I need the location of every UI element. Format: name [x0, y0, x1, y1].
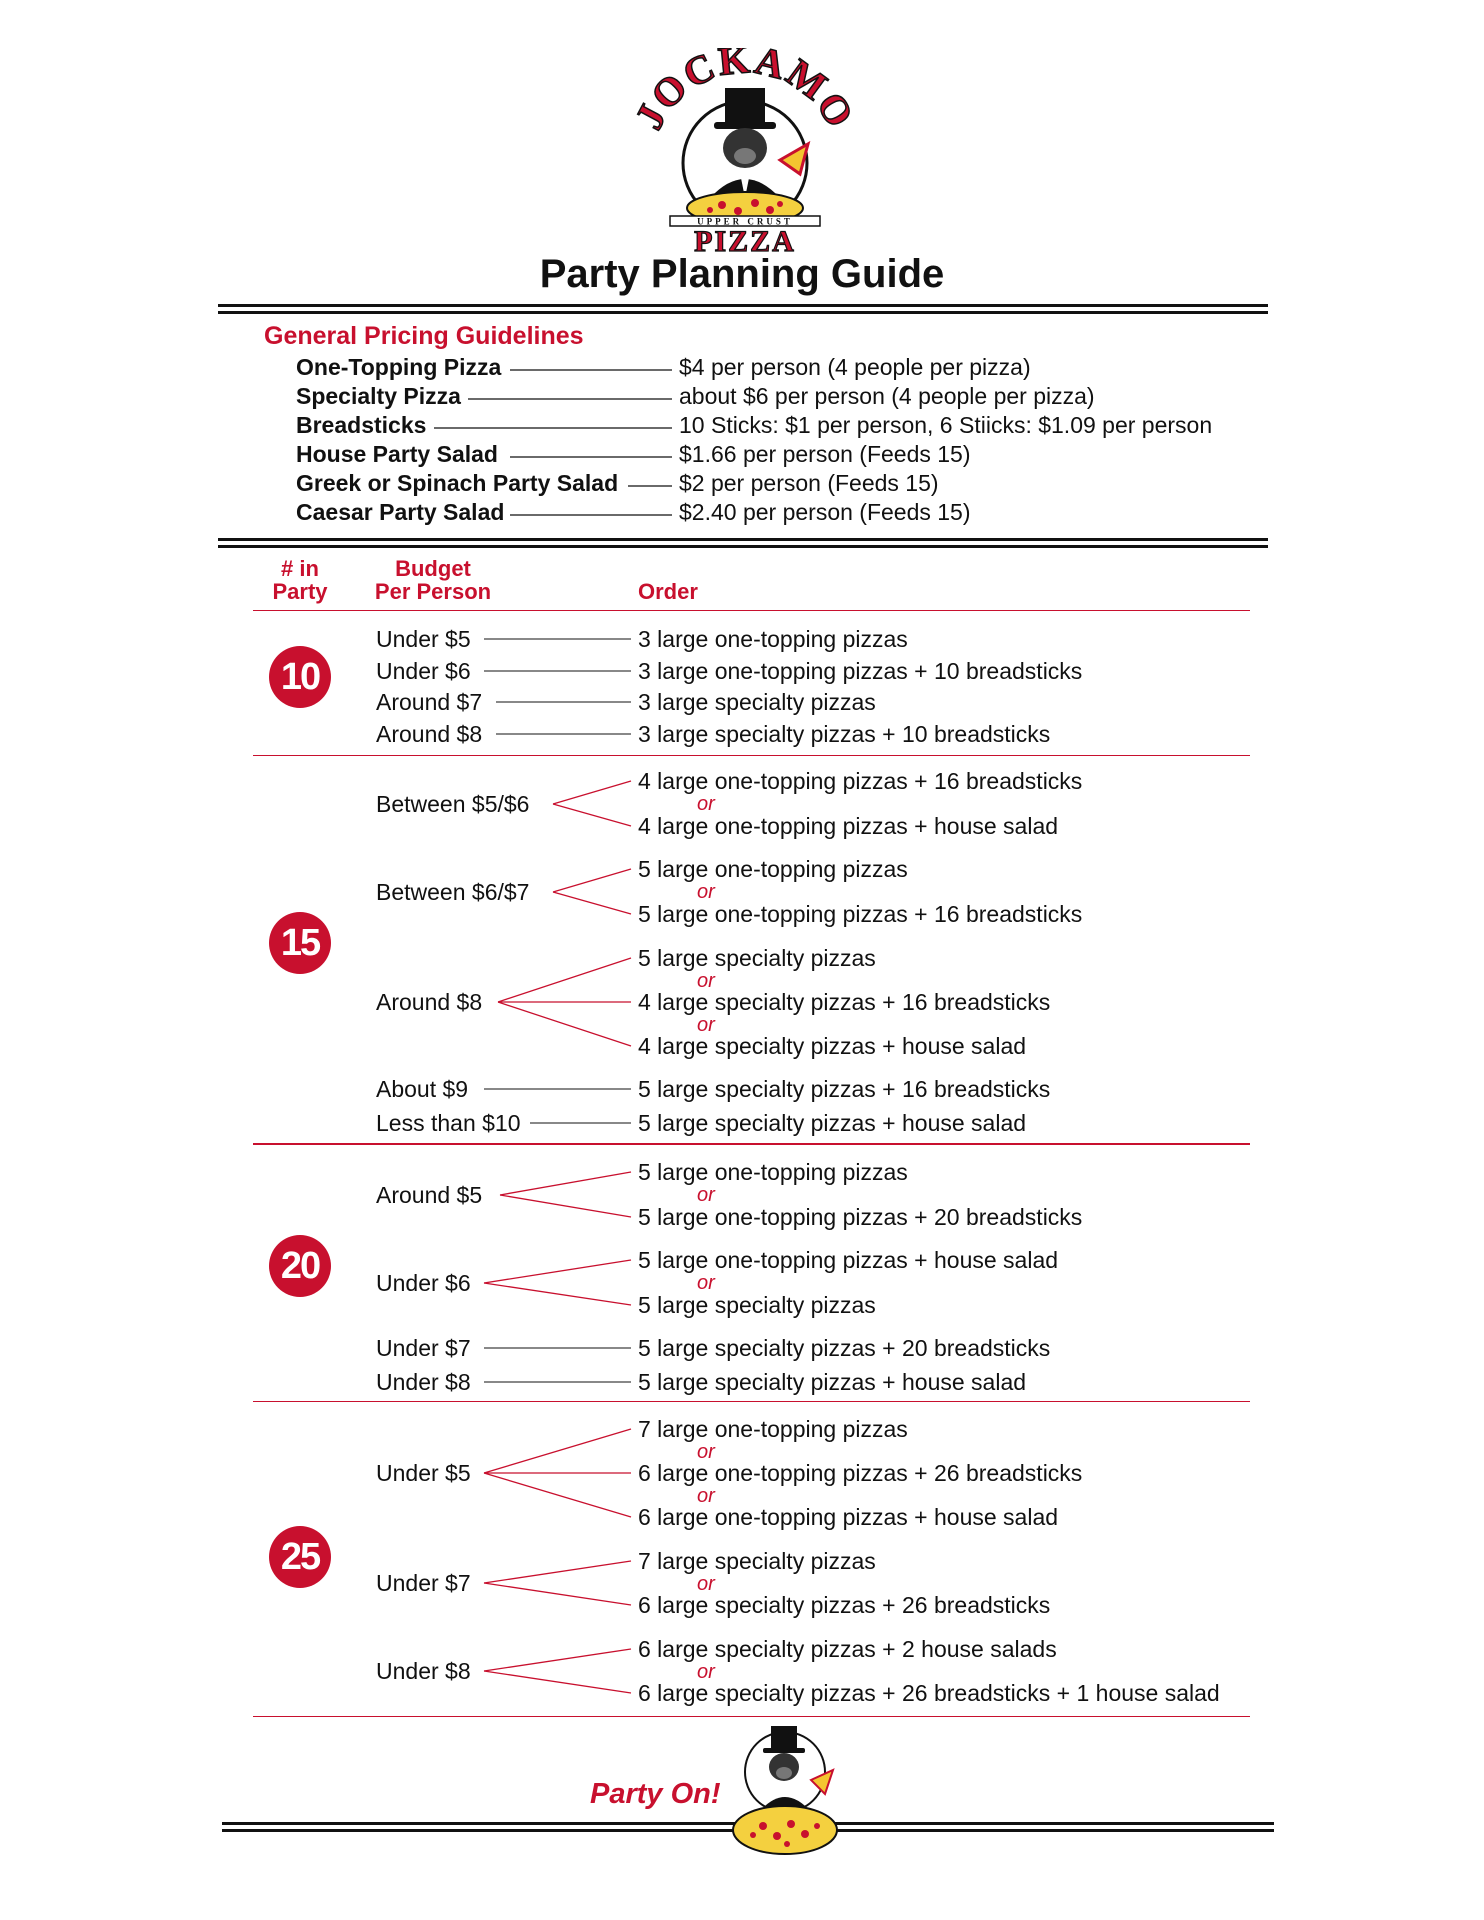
- budget-label: Under $7: [376, 1570, 471, 1596]
- jockamo-logo: [630, 48, 860, 258]
- order-option: 3 large one-topping pizzas + 10 breadsticks: [638, 658, 1083, 684]
- order-option: 3 large one-topping pizzas: [638, 626, 908, 652]
- budget-label: Around $8: [376, 721, 483, 747]
- order-option: 6 large one-topping pizzas + 26 breadsticks: [638, 1460, 1083, 1486]
- pricing-value: 10 Sticks: $1 per person, 6 Stiicks: $1.09 per person: [679, 412, 1213, 438]
- order-option: 6 large one-topping pizzas + house salad: [638, 1504, 1059, 1530]
- order-header: Order: [638, 579, 698, 604]
- order-option: 5 large specialty pizzas: [638, 1292, 876, 1318]
- general-pricing-heading: General Pricing Guidelines: [264, 322, 584, 350]
- order-option: 5 large specialty pizzas + 16 breadsticks: [638, 1076, 1051, 1102]
- logo-pizza-text: PIZZA: [694, 225, 796, 258]
- order-option: 5 large one-topping pizzas: [638, 1159, 908, 1185]
- budget-label: Between $6/$7: [376, 879, 530, 905]
- order-option: 6 large specialty pizzas + 2 house salads: [638, 1636, 1057, 1662]
- pricing-label: Specialty Pizza: [296, 383, 461, 409]
- budget-header-line2: Per Person: [374, 579, 492, 604]
- logo-arc-text: JOCKAMO: [630, 48, 860, 137]
- budget-label: Under $7: [376, 1335, 471, 1361]
- order-option: 5 large specialty pizzas + house salad: [638, 1369, 1027, 1395]
- budget-label: Less than $10: [376, 1110, 521, 1136]
- row-divider: [253, 1716, 1250, 1717]
- order-option: 5 large specialty pizzas + house salad: [638, 1110, 1027, 1136]
- order-option: 5 large one-topping pizzas + 16 breadsticks: [638, 901, 1083, 927]
- budget-header: [366, 557, 500, 603]
- party-size-header-line2: Party: [272, 579, 328, 604]
- pricing-label: Breadsticks: [296, 412, 427, 438]
- pricing-value: about $6 per person (4 people per pizza): [679, 383, 1095, 409]
- budget-label: Under $5: [376, 626, 471, 652]
- party-size-badge: 15: [269, 912, 331, 974]
- pizza-icon: [733, 1806, 837, 1854]
- party-on-text: Party On!: [590, 1778, 721, 1810]
- pricing-value: $4 per person (4 people per pizza): [679, 354, 1031, 380]
- order-option: 5 large specialty pizzas + 20 breadsticks: [638, 1335, 1051, 1361]
- pricing-value: $2.40 per person (Feeds 15): [679, 499, 971, 525]
- order-option: 5 large one-topping pizzas: [638, 856, 908, 882]
- or-separator: or: [697, 970, 715, 992]
- pricing-value: $1.66 per person (Feeds 15): [679, 441, 971, 467]
- pricing-divider: [218, 538, 1268, 548]
- budget-label: About $9: [376, 1076, 469, 1102]
- budget-label: Under $8: [376, 1369, 471, 1395]
- budget-label: Between $5/$6: [376, 791, 530, 817]
- order-option: 3 large specialty pizzas + 10 breadsticks: [638, 721, 1051, 747]
- order-option: 7 large specialty pizzas: [638, 1548, 876, 1574]
- order-option: 7 large one-topping pizzas: [638, 1416, 908, 1442]
- or-separator: or: [697, 793, 715, 815]
- budget-label: Around $7: [376, 689, 483, 715]
- pricing-value: $2 per person (Feeds 15): [679, 470, 939, 496]
- or-separator: or: [697, 1441, 715, 1463]
- order-option: 4 large one-topping pizzas + house salad: [638, 813, 1059, 839]
- row-divider: [253, 1143, 1250, 1145]
- budget-label: Under $8: [376, 1658, 471, 1684]
- party-size-badge: 10: [269, 646, 331, 708]
- or-separator: or: [697, 881, 715, 903]
- order-option: 6 large specialty pizzas + 26 breadsticks: [638, 1592, 1051, 1618]
- budget-label: Around $8: [376, 989, 483, 1015]
- logo-upper-crust-text: UPPER CRUST: [697, 216, 793, 227]
- footer-mascot: [725, 1722, 850, 1857]
- budget-label: Under $6: [376, 1270, 471, 1296]
- or-separator: or: [697, 1485, 715, 1507]
- party-size-header: [262, 557, 338, 603]
- mascot-icon: [725, 1722, 850, 1857]
- top-hat-icon: [725, 88, 765, 124]
- party-size-header-line1: # in: [281, 556, 319, 581]
- logo-graphic: [630, 48, 860, 258]
- budget-label: Under $6: [376, 658, 471, 684]
- or-separator: or: [697, 1014, 715, 1036]
- order-option: 5 large specialty pizzas: [638, 945, 876, 971]
- order-option: 6 large specialty pizzas + 26 breadsticks + 1 house salad: [638, 1680, 1220, 1706]
- row-divider: [253, 755, 1250, 756]
- order-option: 5 large one-topping pizzas + 20 breadsticks: [638, 1204, 1083, 1230]
- pricing-label: House Party Salad: [296, 441, 498, 467]
- or-separator: or: [697, 1272, 715, 1294]
- pizza-slice-icon: [780, 144, 808, 174]
- order-option: 4 large specialty pizzas + 16 breadsticks: [638, 989, 1051, 1015]
- party-size-badge: 25: [269, 1526, 331, 1588]
- order-option: 3 large specialty pizzas: [638, 689, 876, 715]
- or-separator: or: [697, 1661, 715, 1683]
- budget-header-line1: Budget: [395, 556, 471, 581]
- pricing-label: Caesar Party Salad: [296, 499, 505, 525]
- row-divider: [253, 610, 1250, 611]
- or-separator: or: [697, 1184, 715, 1206]
- party-size-badge: 20: [269, 1235, 331, 1297]
- order-option: 4 large specialty pizzas + house salad: [638, 1033, 1027, 1059]
- order-option: 5 large one-topping pizzas + house salad: [638, 1247, 1059, 1273]
- order-option: 4 large one-topping pizzas + 16 breadsticks: [638, 768, 1083, 794]
- or-separator: or: [697, 1573, 715, 1595]
- budget-label: Under $5: [376, 1460, 471, 1486]
- budget-label: Around $5: [376, 1182, 483, 1208]
- pricing-label: One-Topping Pizza: [296, 354, 502, 380]
- header-divider: [218, 304, 1268, 314]
- row-divider: [253, 1401, 1250, 1402]
- page-title: Party Planning Guide: [539, 252, 945, 296]
- pricing-label: Greek or Spinach Party Salad: [296, 470, 619, 496]
